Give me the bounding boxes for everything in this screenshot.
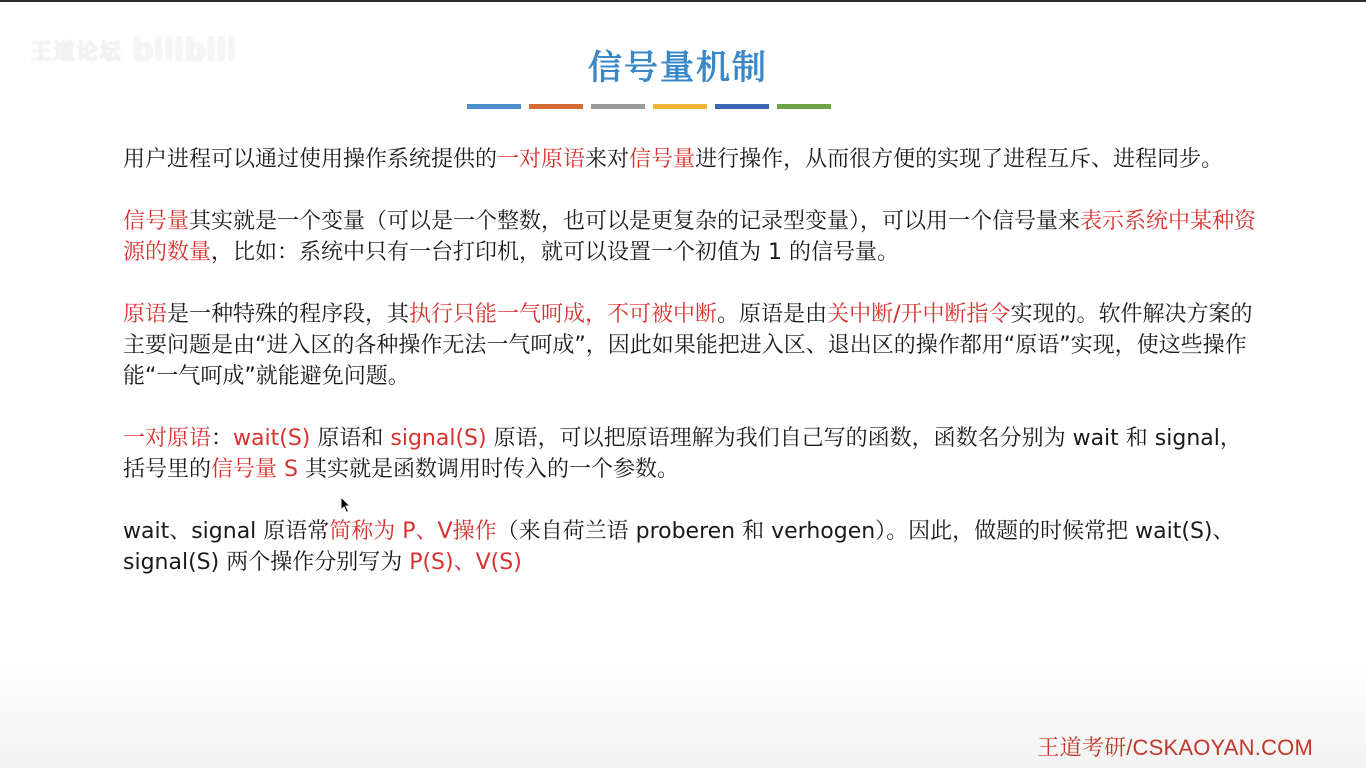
emphasis-text: 关中断/开中断指令 (827, 302, 1011, 327)
body-text: 是一种特殊的程序段，其 (167, 302, 410, 327)
paragraph-pv-operations (123, 516, 1263, 578)
emphasis-text: 一对原语 (497, 147, 586, 172)
emphasis-text: wait(S) (233, 426, 311, 451)
body-text: ： (211, 426, 234, 451)
watermark-text: 王道论坛 (30, 39, 123, 65)
color-bar (467, 104, 521, 109)
color-bar (591, 104, 645, 109)
body-text: 来对 (585, 147, 630, 172)
body-text: 原语和 (310, 426, 391, 451)
emphasis-text: 简称为 P、V操作 (329, 519, 497, 544)
body-text: ，比如：系统中只有一台打印机，就可以设置一个初值为 1 的信号量。 (211, 240, 900, 265)
emphasis-text: 信号量 (123, 209, 190, 234)
body-text: 原语，可以把原语理解为我们自己写的函数，函数名分别为 wait 和 signal，括号里的 (123, 426, 1242, 482)
body-text: wait、signal 原语常 (123, 519, 330, 544)
paragraph-semaphore-intro (123, 144, 1263, 175)
slide-body (123, 144, 1263, 609)
body-text: 用户进程可以通过使用操作系统提供的 (123, 147, 498, 172)
emphasis-text: P(S)、V(S) (409, 550, 522, 575)
emphasis-text: 执行只能一气呵成，不可被中断 (409, 302, 718, 327)
emphasis-text: 一对原语 (123, 426, 212, 451)
body-text: 进行操作，从而很方便的实现了进程互斥、进程同步。 (695, 147, 1224, 172)
footer-brand: 王道考研/CSKAOYAN.COM (1037, 735, 1313, 760)
emphasis-text: 原语 (123, 302, 168, 327)
body-text: 其实就是函数调用时传入的一个参数。 (297, 457, 679, 482)
bilibili-logo: bilibili (132, 32, 237, 68)
body-text: 实现的。软件解决方案的主要问题是由“进入区的各种操作无法一气呵成”，因此如果能把进入区、退出区的操作都用“原语”实现，使这些操作能“一气呵成”就能避免问题。 (123, 302, 1253, 389)
body-text: （来自荷兰语 proberen 和 verhogen）。因此，做题的时候常把 wait(S)、signal(S) 两个操作分别写为 (123, 519, 1235, 575)
emphasis-text: signal(S) (390, 426, 487, 451)
title-color-bars (467, 104, 831, 109)
body-text: 其实就是一个变量（可以是一个整数，也可以是更复杂的记录型变量），可以用一个信号量来 (189, 209, 1081, 234)
paragraph-wait-signal (123, 423, 1263, 485)
emphasis-text: 信号量 (629, 147, 696, 172)
color-bar (715, 104, 769, 109)
color-bar (653, 104, 707, 109)
body-text: 。原语是由 (717, 302, 828, 327)
emphasis-text: 表示系统中某种资源的数量 (123, 209, 1257, 265)
mouse-cursor-icon (340, 496, 352, 514)
top-border-line (0, 0, 1366, 2)
slide-title: 信号量机制 (588, 48, 768, 88)
color-bar (777, 104, 831, 109)
color-bar (529, 104, 583, 109)
emphasis-text: 信号量 S (211, 457, 298, 482)
paragraph-primitive-definition (123, 299, 1263, 392)
paragraph-semaphore-definition (123, 206, 1263, 268)
